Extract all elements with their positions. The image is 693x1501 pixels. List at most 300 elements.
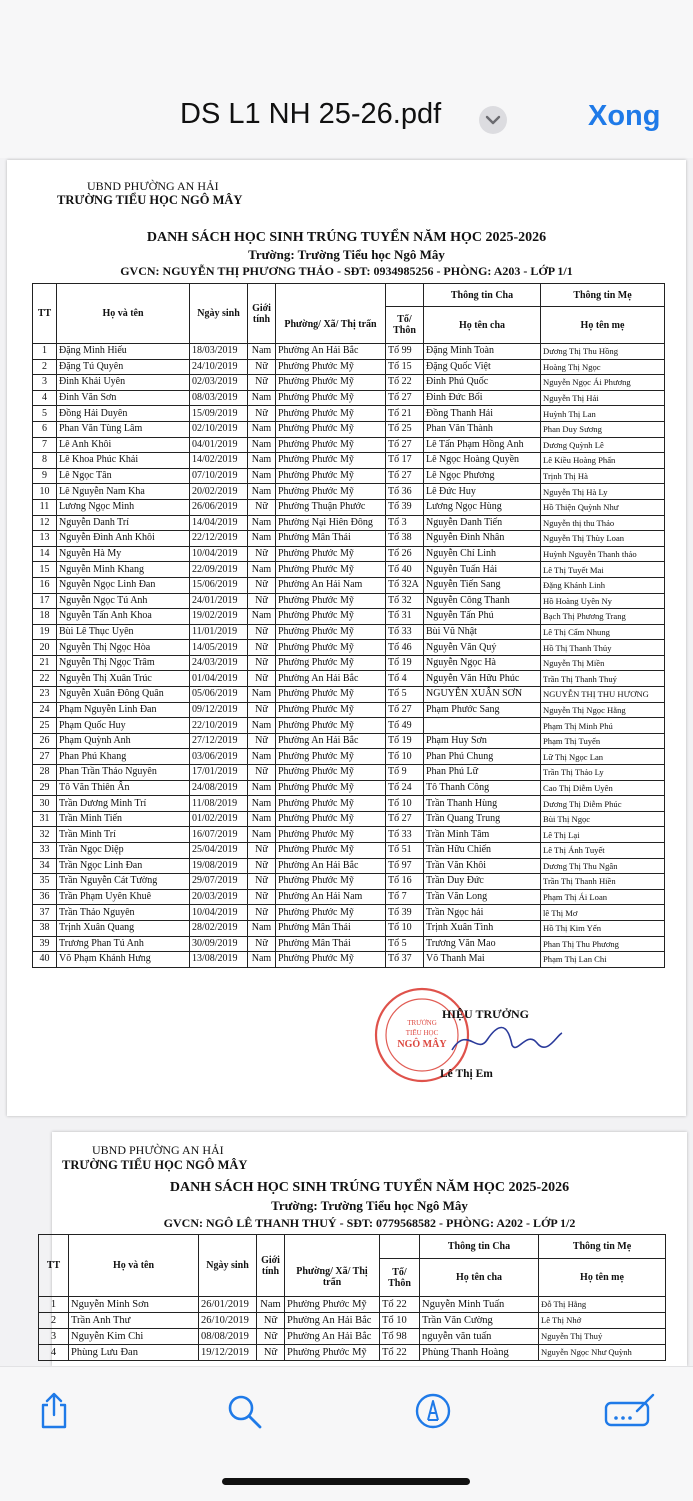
cell-name: Nguyễn Ngọc Linh Đan	[57, 577, 190, 593]
cell-gender: Nữ	[248, 640, 276, 656]
cell-gender: Nam	[248, 718, 276, 734]
cell-gender: Nữ	[257, 1345, 285, 1361]
cell-ward: Phường Phước Mỹ	[276, 905, 386, 921]
cell-mother: Nguyễn Thị Hải	[541, 390, 665, 406]
cell-dob: 20/02/2019	[190, 484, 248, 500]
cell-gender: Nam	[248, 468, 276, 484]
cell-name: Lương Ngọc Minh	[57, 499, 190, 515]
cell-to: Tổ 32A	[386, 577, 424, 593]
cell-to: Tổ 98	[380, 1329, 420, 1345]
cell-gender: Nữ	[248, 702, 276, 718]
cell-name: Lê Khoa Phúc Khải	[57, 453, 190, 469]
cell-ward: Phường Phước Mỹ	[276, 375, 386, 391]
cell-dob: 26/01/2019	[199, 1297, 257, 1313]
cell-name: Phạm Quốc Huy	[57, 718, 190, 734]
cell-ward: Phường An Hải Nam	[276, 577, 386, 593]
svg-text:TRƯỜNG: TRƯỜNG	[407, 1019, 437, 1027]
cell-ward: Phường Nại Hiên Đông	[276, 515, 386, 531]
cell-name: Trương Phan Tú Anh	[57, 936, 190, 952]
cell-name: Trần Minh Trí	[57, 827, 190, 843]
cell-to: Tổ 46	[386, 640, 424, 656]
cell-mother: Lê Thị Lại	[541, 827, 665, 843]
table-row	[33, 546, 665, 562]
cell-gender: Nữ	[248, 624, 276, 640]
header-father: Họ tên cha	[420, 1259, 539, 1297]
cell-name: Trần Ngọc Linh Đan	[57, 858, 190, 874]
cell-name: Nguyễn Danh Trí	[57, 515, 190, 531]
cell-dob: 01/04/2019	[190, 671, 248, 687]
cell-to: Tổ 40	[386, 562, 424, 578]
header-gender: Giới tính	[257, 1235, 285, 1297]
cell-ward: Phường Phước Mỹ	[276, 562, 386, 578]
cell-father: Trần Hữu Chiến	[424, 843, 541, 859]
cell-dob: 04/01/2019	[190, 437, 248, 453]
cell-tt: 26	[33, 733, 57, 749]
school-subtitle: Trường: Trường Tiểu học Ngô Mây	[248, 247, 445, 262]
cell-name: Nguyễn Thị Xuân Trúc	[57, 671, 190, 687]
table-row	[33, 531, 665, 547]
cell-tt: 2	[39, 1313, 69, 1329]
cell-tt: 14	[33, 546, 57, 562]
cell-name: Nguyễn Hà My	[57, 546, 190, 562]
table-row	[33, 344, 665, 360]
cell-tt: 18	[33, 609, 57, 625]
cell-to: Tổ 5	[386, 687, 424, 703]
cell-father: Đinh Phú Quốc	[424, 375, 541, 391]
cell-mother: Hồ Thiện Quỳnh Như	[541, 499, 665, 515]
table-row	[39, 1345, 666, 1361]
cell-ward: Phường Phước Mỹ	[276, 749, 386, 765]
cell-name: Phan Phú Khang	[57, 749, 190, 765]
cell-to: Tổ 10	[386, 796, 424, 812]
cell-gender: Nam	[248, 453, 276, 469]
cell-mother: Nguyễn Thị Thuý	[539, 1329, 666, 1345]
cell-to: Tổ 10	[386, 920, 424, 936]
cell-to: Tổ 17	[386, 453, 424, 469]
header-to: Tổ/ Thôn	[380, 1259, 420, 1297]
cell-gender: Nữ	[257, 1313, 285, 1329]
table-row	[33, 718, 665, 734]
cell-father: Tô Thanh Công	[424, 780, 541, 796]
cell-to: Tổ 21	[386, 406, 424, 422]
cell-mother: NGUYỄN THỊ THU HƯƠNG	[541, 687, 665, 703]
cell-ward: Phường Phước Mỹ	[276, 687, 386, 703]
table-row	[33, 453, 665, 469]
cell-to: Tổ 22	[380, 1345, 420, 1361]
cell-gender: Nam	[248, 749, 276, 765]
cell-father: nguyễn văn tuấn	[420, 1329, 539, 1345]
cell-dob: 01/02/2019	[190, 811, 248, 827]
table-row	[33, 858, 665, 874]
cell-tt: 36	[33, 889, 57, 905]
cell-tt: 29	[33, 780, 57, 796]
cell-tt: 40	[33, 952, 57, 968]
table-row	[33, 780, 665, 796]
cell-father: Đinh Đức Bổi	[424, 390, 541, 406]
cell-father: Nguyễn Chí Linh	[424, 546, 541, 562]
cell-mother: Lê Kiều Hoàng Phấn	[541, 453, 665, 469]
cell-mother: lê Thị Mơ	[541, 905, 665, 921]
cell-name: Nguyễn Minh Khang	[57, 562, 190, 578]
header-gender: Giới tính	[248, 284, 276, 344]
cell-ward: Phường Phước Mỹ	[276, 780, 386, 796]
cell-gender: Nữ	[248, 577, 276, 593]
cell-mother: Dương Quỳnh Lê	[541, 437, 665, 453]
cell-father: Nguyễn Tiến Sang	[424, 577, 541, 593]
table-row	[33, 920, 665, 936]
header-mother-group: Thông tin Mẹ	[539, 1235, 666, 1259]
cell-to: Tổ 27	[386, 437, 424, 453]
header-ward: Phường/ Xã/ Thị trấn	[276, 307, 386, 344]
table-row	[33, 811, 665, 827]
cell-gender: Nữ	[248, 905, 276, 921]
cell-gender: Nữ	[248, 359, 276, 375]
cell-dob: 15/09/2019	[190, 406, 248, 422]
cell-to: Tổ 33	[386, 827, 424, 843]
teacher-info: GVCN: NGUYỄN THỊ PHƯƠNG THẢO - SĐT: 0934985256 - PHÒNG: A203 - LỚP 1/1	[120, 264, 573, 278]
cell-ward: Phường An Hải Bắc	[276, 858, 386, 874]
cell-ward: Phường Phước Mỹ	[276, 624, 386, 640]
cell-father: Đặng Minh Toàn	[424, 344, 541, 360]
cell-father: Lê Ngọc Hoàng Quyền	[424, 453, 541, 469]
cell-father: Đặng Quốc Việt	[424, 359, 541, 375]
org-name: UBND PHƯỜNG AN HẢI	[92, 1143, 224, 1157]
cell-dob: 30/09/2019	[190, 936, 248, 952]
cell-tt: 12	[33, 515, 57, 531]
cell-mother: Đỗ Thị Hằng	[539, 1297, 666, 1313]
cell-to: Tổ 10	[386, 749, 424, 765]
header-name: Họ và tên	[69, 1235, 199, 1297]
file-title[interactable]: DS L1 NH 25-26.pdf	[180, 98, 442, 130]
cell-to: Tổ 15	[386, 359, 424, 375]
cell-father: Nguyễn Minh Tuấn	[420, 1297, 539, 1313]
edit-icon[interactable]	[603, 1391, 659, 1431]
cell-ward: Phường Phước Mỹ	[276, 827, 386, 843]
cell-dob: 26/10/2019	[199, 1313, 257, 1329]
cell-gender: Nữ	[248, 499, 276, 515]
cell-gender: Nam	[257, 1297, 285, 1313]
cell-mother: Huỳnh Nguyễn Thanh thảo	[541, 546, 665, 562]
svg-text:NGÔ MÂY: NGÔ MÂY	[397, 1039, 447, 1050]
header-tt: TT	[33, 284, 57, 344]
cell-to: Tổ 38	[386, 531, 424, 547]
cell-to: Tổ 37	[386, 952, 424, 968]
share-icon[interactable]	[34, 1391, 74, 1431]
header-name: Họ và tên	[57, 284, 190, 344]
cell-mother: Cao Thị Diễm Uyên	[541, 780, 665, 796]
table-row	[33, 593, 665, 609]
header-to: Tổ/ Thôn	[386, 307, 424, 344]
table-row	[33, 671, 665, 687]
markup-pen-icon[interactable]	[413, 1391, 453, 1431]
cell-name: Phan Trần Thảo Nguyên	[57, 765, 190, 781]
cell-mother: Lữ Thị Ngọc Lan	[541, 749, 665, 765]
cell-gender: Nam	[248, 920, 276, 936]
cell-gender: Nam	[248, 515, 276, 531]
cell-to: Tổ 27	[386, 468, 424, 484]
cell-father: Nguyễn Văn Hữu Phúc	[424, 671, 541, 687]
cell-gender: Nam	[248, 811, 276, 827]
home-indicator	[222, 1478, 470, 1485]
cell-gender: Nam	[248, 687, 276, 703]
cell-mother: Bùi Thị Ngọc	[541, 811, 665, 827]
cell-name: Phạm Nguyễn Linh Đan	[57, 702, 190, 718]
cell-ward: Phường An Hải Bắc	[285, 1313, 380, 1329]
cell-dob: 13/08/2019	[190, 952, 248, 968]
cell-to: Tổ 39	[386, 499, 424, 515]
cell-mother: Trịnh Thị Hà	[541, 468, 665, 484]
cell-name: Đặng Minh Hiếu	[57, 344, 190, 360]
cell-name: Nguyễn Ngọc Tú Anh	[57, 593, 190, 609]
cell-gender: Nam	[248, 437, 276, 453]
cell-father: Phạm Phước Sang	[424, 702, 541, 718]
cell-tt: 39	[33, 936, 57, 952]
cell-tt: 33	[33, 843, 57, 859]
cell-name: Lê Nguyễn Nam Kha	[57, 484, 190, 500]
cell-tt: 15	[33, 562, 57, 578]
cell-father: Bùi Vũ Nhật	[424, 624, 541, 640]
cell-father: Lương Ngọc Hùng	[424, 499, 541, 515]
cell-ward: Phường An Hải Bắc	[276, 344, 386, 360]
cell-mother: Hồ Hoàng Uyên Ny	[541, 593, 665, 609]
cell-ward: Phường Phước Mỹ	[276, 874, 386, 890]
header-mother: Họ tên mẹ	[541, 307, 665, 344]
cell-name: Trần Minh Tiến	[57, 811, 190, 827]
table-row	[33, 437, 665, 453]
chevron-down-icon	[485, 114, 501, 126]
cell-tt: 3	[39, 1329, 69, 1345]
cell-to: Tổ 97	[386, 858, 424, 874]
cell-ward: Phường Phước Mỹ	[285, 1345, 380, 1361]
cell-dob: 27/12/2019	[190, 733, 248, 749]
cell-gender: Nam	[248, 827, 276, 843]
cell-dob: 26/06/2019	[190, 499, 248, 515]
cell-tt: 25	[33, 718, 57, 734]
cell-dob: 11/01/2019	[190, 624, 248, 640]
cell-tt: 9	[33, 468, 57, 484]
cell-father: Phan Văn Thành	[424, 421, 541, 437]
cell-to: Tổ 5	[386, 936, 424, 952]
cell-gender: Nữ	[248, 843, 276, 859]
table-row	[33, 889, 665, 905]
header-tt: TT	[39, 1235, 69, 1297]
cell-mother: Trần Thị Thảo Ly	[541, 765, 665, 781]
search-icon[interactable]	[224, 1391, 264, 1431]
cell-to: Tổ 33	[386, 624, 424, 640]
cell-ward: Phường Phước Mỹ	[276, 952, 386, 968]
teacher-info: GVCN: NGÔ LÊ THANH THUÝ - SĐT: 0779568582 - PHÒNG: A202 - LỚP 1/2	[163, 1216, 576, 1230]
cell-tt: 16	[33, 577, 57, 593]
cell-gender: Nữ	[248, 874, 276, 890]
pdf-page-2	[46, 1132, 687, 1366]
cell-name: Trần Ngọc Diệp	[57, 843, 190, 859]
cell-mother: Phạm Thị Tuyến	[541, 733, 665, 749]
cell-dob: 08/08/2019	[199, 1329, 257, 1345]
table-row	[33, 936, 665, 952]
table-row	[33, 640, 665, 656]
cell-to: Tổ 7	[386, 889, 424, 905]
cell-father: Phạm Huy Sơn	[424, 733, 541, 749]
cell-dob: 03/06/2019	[190, 749, 248, 765]
table-row	[33, 952, 665, 968]
cell-mother: Nguyễn Thị Thùy Loan	[541, 531, 665, 547]
cell-dob: 22/09/2019	[190, 562, 248, 578]
cell-ward: Phường Phước Mỹ	[276, 655, 386, 671]
cell-to: Tổ 22	[386, 375, 424, 391]
cell-ward: Phường Phước Mỹ	[276, 453, 386, 469]
cell-gender: Nam	[248, 609, 276, 625]
cell-tt: 2	[33, 359, 57, 375]
school-name: TRƯỜNG TIỂU HỌC NGÔ MÂY	[57, 193, 243, 207]
cell-father: Nguyễn Văn Quý	[424, 640, 541, 656]
table-row	[33, 765, 665, 781]
cell-tt: 11	[33, 499, 57, 515]
table-row	[33, 749, 665, 765]
cell-mother: Nguyễn thị thu Thảo	[541, 515, 665, 531]
cell-to: Tổ 9	[386, 765, 424, 781]
table-row	[33, 515, 665, 531]
cell-tt: 28	[33, 765, 57, 781]
cell-name: Phạm Quỳnh Anh	[57, 733, 190, 749]
cell-mother: Lê Thị Tuyết Mai	[541, 562, 665, 578]
table-row	[33, 421, 665, 437]
pdf-page-1	[7, 160, 686, 1116]
cell-tt: 6	[33, 421, 57, 437]
cell-father: Trần Quang Trung	[424, 811, 541, 827]
cell-ward: Phường Mân Thái	[276, 531, 386, 547]
title-menu-button[interactable]	[479, 106, 507, 134]
cell-father: Phan Phú Chung	[424, 749, 541, 765]
cell-father: Lê Tấn Phạm Hồng Anh	[424, 437, 541, 453]
table-row	[33, 375, 665, 391]
cell-father: Trần Thanh Hùng	[424, 796, 541, 812]
cell-name: Nguyễn Thị Ngọc Hòa	[57, 640, 190, 656]
cell-mother: Hồ Thị Kim Yến	[541, 920, 665, 936]
cell-father: Nguyễn Đình Nhân	[424, 531, 541, 547]
cell-father: Nguyễn Tuấn Hải	[424, 562, 541, 578]
cell-name: Trần Nguyễn Cát Tường	[57, 874, 190, 890]
cell-to: Tổ 25	[386, 421, 424, 437]
student-table	[38, 1234, 666, 1361]
cell-ward: Phường Phước Mỹ	[285, 1297, 380, 1313]
cell-gender: Nữ	[248, 406, 276, 422]
cell-to: Tổ 22	[380, 1297, 420, 1313]
header-father-group: Thông tin Cha	[420, 1235, 539, 1259]
cell-gender: Nữ	[248, 546, 276, 562]
cell-tt: 3	[33, 375, 57, 391]
table-row	[39, 1297, 666, 1313]
cell-tt: 17	[33, 593, 57, 609]
cell-ward: Phường Phước Mỹ	[276, 765, 386, 781]
school-name: TRƯỜNG TIỂU HỌC NGÔ MÂY	[62, 1158, 248, 1172]
table-row	[33, 359, 665, 375]
table-row	[33, 702, 665, 718]
table-row	[33, 843, 665, 859]
table-row	[33, 484, 665, 500]
cell-father: Trần Văn Long	[424, 889, 541, 905]
cell-to: Tổ 27	[386, 702, 424, 718]
cell-to: Tổ 16	[386, 874, 424, 890]
cell-dob: 20/03/2019	[190, 889, 248, 905]
cell-to: Tổ 26	[386, 546, 424, 562]
cell-ward: Phường Phước Mỹ	[276, 811, 386, 827]
cell-mother: Dương Thị Thu Hồng	[541, 344, 665, 360]
cell-dob: 28/02/2019	[190, 920, 248, 936]
cell-tt: 27	[33, 749, 57, 765]
table-row	[33, 577, 665, 593]
signature-title: HIỆU TRƯỞNG	[442, 1007, 530, 1021]
cell-gender: Nam	[248, 421, 276, 437]
cell-dob: 14/05/2019	[190, 640, 248, 656]
cell-ward: Phường Phước Mỹ	[276, 390, 386, 406]
cell-dob: 24/01/2019	[190, 593, 248, 609]
cell-ward: Phường Phước Mỹ	[276, 843, 386, 859]
org-name: UBND PHƯỜNG AN HẢI	[87, 179, 219, 193]
cell-mother: Lê Thị Ánh Tuyết	[541, 843, 665, 859]
header-father: Họ tên cha	[424, 307, 541, 344]
cell-father	[424, 718, 541, 734]
cell-mother: Huỳnh Thị Lan	[541, 406, 665, 422]
cell-name: Võ Phạm Khánh Hưng	[57, 952, 190, 968]
cell-tt: 37	[33, 905, 57, 921]
cell-ward: Phường An Hải Bắc	[276, 671, 386, 687]
cell-mother: Lê Thị Cẩm Nhung	[541, 624, 665, 640]
cell-tt: 30	[33, 796, 57, 812]
cell-to: Tổ 39	[386, 905, 424, 921]
cell-tt: 23	[33, 687, 57, 703]
table-row	[33, 827, 665, 843]
cell-dob: 14/04/2019	[190, 515, 248, 531]
cell-to: Tổ 27	[386, 811, 424, 827]
cell-ward: Phường Phước Mỹ	[276, 437, 386, 453]
cell-mother: Nguyễn Thị Ngọc Hằng	[541, 702, 665, 718]
cell-tt: 38	[33, 920, 57, 936]
cell-name: Trần Dương Minh Trí	[57, 796, 190, 812]
cell-father: Võ Thanh Mai	[424, 952, 541, 968]
cell-dob: 18/03/2019	[190, 344, 248, 360]
cell-name: Lê Anh Khôi	[57, 437, 190, 453]
cell-gender: Nữ	[248, 765, 276, 781]
cell-name: Đinh Văn Sơn	[57, 390, 190, 406]
cell-name: Đinh Khải Uyên	[57, 375, 190, 391]
cell-father: Trương Văn Mao	[424, 936, 541, 952]
cell-ward: Phường Thuận Phước	[276, 499, 386, 515]
cell-to: Tổ 19	[386, 655, 424, 671]
cell-mother: Nguyễn Thị Miền	[541, 655, 665, 671]
cell-dob: 24/10/2019	[190, 359, 248, 375]
signature-name: Lê Thị Em	[440, 1068, 493, 1080]
cell-to: Tổ 27	[386, 390, 424, 406]
cell-tt: 8	[33, 453, 57, 469]
cell-mother: Bạch Thị Phương Trang	[541, 609, 665, 625]
cell-tt: 7	[33, 437, 57, 453]
cell-ward: Phường Phước Mỹ	[276, 609, 386, 625]
cell-to: Tổ 31	[386, 609, 424, 625]
cell-ward: Phường Phước Mỹ	[276, 421, 386, 437]
cell-mother: Trần Thị Thanh Thuý	[541, 671, 665, 687]
done-button[interactable]: Xong	[588, 100, 661, 132]
cell-to: Tổ 36	[386, 484, 424, 500]
cell-ward: Phường Phước Mỹ	[276, 702, 386, 718]
cell-name: Phan Văn Tùng Lâm	[57, 421, 190, 437]
cell-mother: Nguyễn Ngọc Ái Phương	[541, 375, 665, 391]
table-row	[33, 655, 665, 671]
cell-dob: 22/12/2019	[190, 531, 248, 547]
cell-tt: 22	[33, 671, 57, 687]
cell-tt: 5	[33, 406, 57, 422]
cell-father: Lê Đức Huy	[424, 484, 541, 500]
cell-name: Bùi Lê Thục Uyên	[57, 624, 190, 640]
